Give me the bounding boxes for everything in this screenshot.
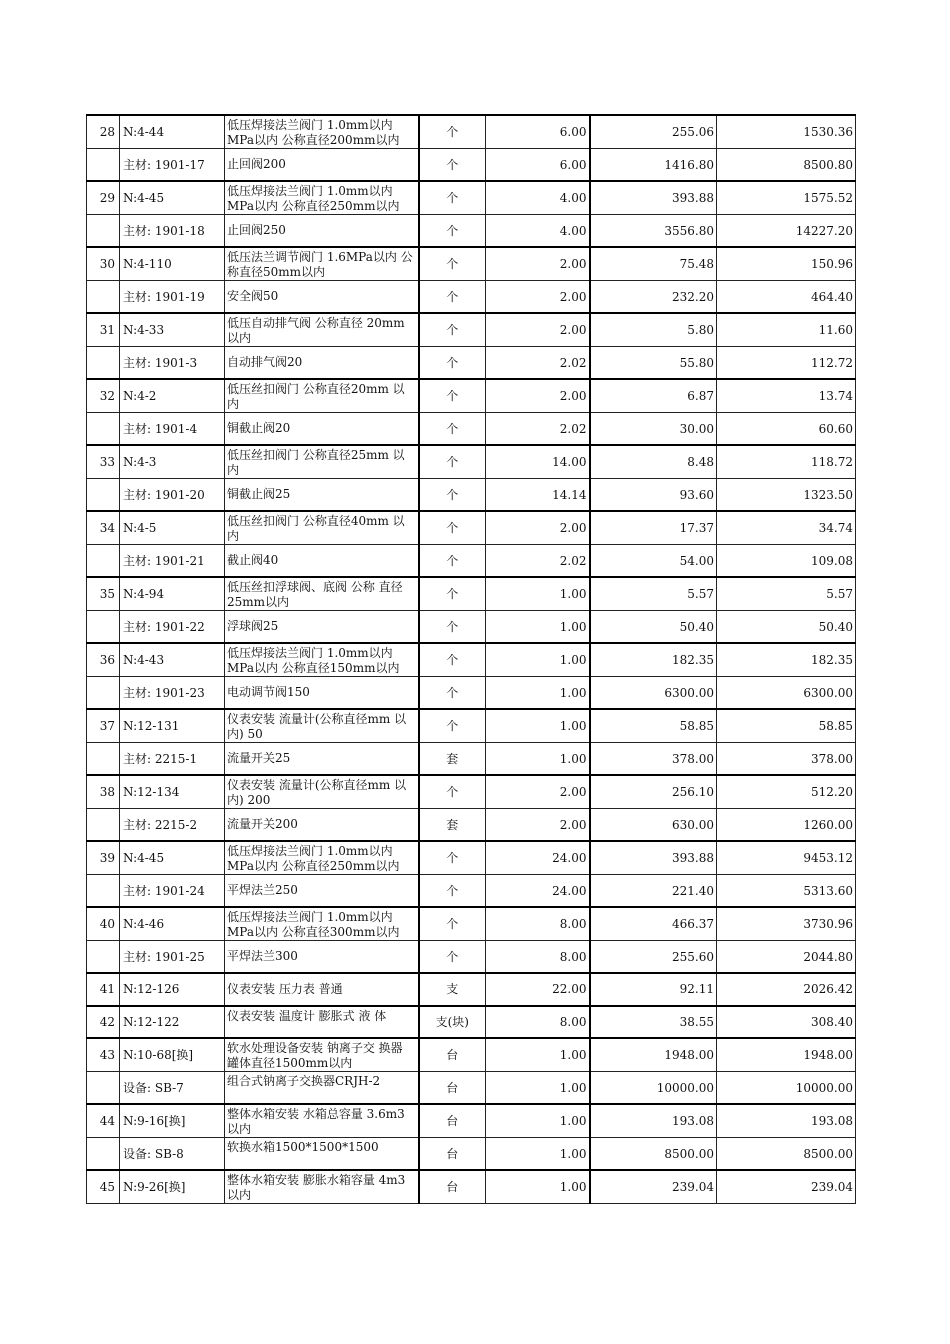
item-name-cell: 仪表安装 温度计 膨胀式 液 体 bbox=[225, 1006, 419, 1039]
item-name-cell: 仪表安装 流量计(公称直径mm 以内) 50 bbox=[225, 709, 419, 743]
code-cell: N:4-5 bbox=[120, 511, 225, 545]
code-cell: 主材: 2215-2 bbox=[120, 809, 225, 842]
item-number-cell: 45 bbox=[87, 1170, 120, 1204]
unit-price-cell: 193.08 bbox=[590, 1104, 717, 1138]
table-row bbox=[87, 479, 856, 512]
item-name-cell: 平焊法兰300 bbox=[225, 941, 419, 974]
table-row bbox=[87, 181, 856, 215]
total-cell: 9453.12 bbox=[717, 841, 856, 875]
total-cell: 512.20 bbox=[717, 775, 856, 809]
table-row bbox=[87, 743, 856, 776]
code-cell: N:10-68[换] bbox=[120, 1038, 225, 1072]
item-number-cell: 34 bbox=[87, 511, 120, 545]
item-name-cell: 低压自动排气阀 公称直径 20mm以内 bbox=[225, 313, 419, 347]
item-number-cell bbox=[87, 413, 120, 446]
table-row bbox=[87, 247, 856, 281]
unit-cell: 个 bbox=[419, 511, 486, 545]
item-name-cell: 安全阀50 bbox=[225, 281, 419, 314]
total-cell: 58.85 bbox=[717, 709, 856, 743]
code-cell: 主材: 1901-24 bbox=[120, 875, 225, 908]
unit-price-cell: 256.10 bbox=[590, 775, 717, 809]
item-name-cell: 平焊法兰250 bbox=[225, 875, 419, 908]
unit-cell: 台 bbox=[419, 1072, 486, 1105]
unit-cell: 套 bbox=[419, 743, 486, 776]
unit-price-cell: 378.00 bbox=[590, 743, 717, 776]
unit-cell: 个 bbox=[419, 379, 486, 413]
table-row bbox=[87, 775, 856, 809]
item-name-cell: 整体水箱安装 水箱总容量 3.6m3以内 bbox=[225, 1104, 419, 1138]
unit-price-cell: 50.40 bbox=[590, 611, 717, 644]
quantity-cell: 1.00 bbox=[486, 577, 590, 611]
unit-cell: 个 bbox=[419, 149, 486, 182]
quantity-cell: 1.00 bbox=[486, 1104, 590, 1138]
unit-cell: 个 bbox=[419, 907, 486, 941]
quantity-cell: 2.02 bbox=[486, 545, 590, 578]
table-row bbox=[87, 875, 856, 908]
item-number-cell: 43 bbox=[87, 1038, 120, 1072]
unit-cell: 个 bbox=[419, 347, 486, 380]
quantity-cell: 1.00 bbox=[486, 611, 590, 644]
unit-price-cell: 466.37 bbox=[590, 907, 717, 941]
item-name-cell: 自动排气阀20 bbox=[225, 347, 419, 380]
table-row bbox=[87, 1170, 856, 1204]
item-name-cell: 低压焊接法兰阀门 1.0mm以内 MPa以内 公称直径200mm以内 bbox=[225, 115, 419, 149]
table-row bbox=[87, 809, 856, 842]
total-cell: 118.72 bbox=[717, 445, 856, 479]
code-cell: 设备: SB-8 bbox=[120, 1138, 225, 1171]
item-name-cell: 流量开关200 bbox=[225, 809, 419, 842]
quantity-price-table bbox=[86, 114, 856, 1204]
code-cell: N:9-26[换] bbox=[120, 1170, 225, 1204]
quantity-cell: 1.00 bbox=[486, 643, 590, 677]
code-cell: 设备: SB-7 bbox=[120, 1072, 225, 1105]
quantity-cell: 2.00 bbox=[486, 809, 590, 842]
total-cell: 13.74 bbox=[717, 379, 856, 413]
unit-price-cell: 1948.00 bbox=[590, 1038, 717, 1072]
table-row bbox=[87, 115, 856, 149]
item-name-cell: 止回阀200 bbox=[225, 149, 419, 182]
item-number-cell: 37 bbox=[87, 709, 120, 743]
item-number-cell bbox=[87, 479, 120, 512]
item-name-cell: 低压焊接法兰阀门 1.0mm以内 MPa以内 公称直径250mm以内 bbox=[225, 841, 419, 875]
unit-cell: 台 bbox=[419, 1038, 486, 1072]
item-name-cell: 低压丝扣阀门 公称直径25mm 以内 bbox=[225, 445, 419, 479]
table-row bbox=[87, 1072, 856, 1105]
total-cell: 60.60 bbox=[717, 413, 856, 446]
item-number-cell: 36 bbox=[87, 643, 120, 677]
item-number-cell bbox=[87, 941, 120, 974]
item-number-cell: 40 bbox=[87, 907, 120, 941]
item-name-cell: 整体水箱安装 膨胀水箱容量 4m3以内 bbox=[225, 1170, 419, 1204]
item-number-cell: 31 bbox=[87, 313, 120, 347]
table-row bbox=[87, 941, 856, 974]
unit-price-cell: 54.00 bbox=[590, 545, 717, 578]
table-row bbox=[87, 611, 856, 644]
unit-cell: 支(块) bbox=[419, 1006, 486, 1039]
item-number-cell bbox=[87, 875, 120, 908]
item-number-cell: 41 bbox=[87, 973, 120, 1006]
item-name-cell: 流量开关25 bbox=[225, 743, 419, 776]
table-row bbox=[87, 1038, 856, 1072]
item-number-cell: 28 bbox=[87, 115, 120, 149]
item-number-cell bbox=[87, 149, 120, 182]
table-row bbox=[87, 379, 856, 413]
table-row bbox=[87, 643, 856, 677]
quantity-cell: 2.00 bbox=[486, 511, 590, 545]
code-cell: N:12-131 bbox=[120, 709, 225, 743]
item-number-cell: 39 bbox=[87, 841, 120, 875]
table-row bbox=[87, 973, 856, 1006]
code-cell: N:4-44 bbox=[120, 115, 225, 149]
unit-price-cell: 55.80 bbox=[590, 347, 717, 380]
item-number-cell bbox=[87, 281, 120, 314]
unit-cell: 个 bbox=[419, 875, 486, 908]
unit-price-cell: 393.88 bbox=[590, 841, 717, 875]
unit-cell: 个 bbox=[419, 281, 486, 314]
unit-price-cell: 3556.80 bbox=[590, 215, 717, 248]
total-cell: 14227.20 bbox=[717, 215, 856, 248]
unit-cell: 个 bbox=[419, 709, 486, 743]
quantity-cell: 1.00 bbox=[486, 677, 590, 710]
quantity-cell: 8.00 bbox=[486, 907, 590, 941]
code-cell: N:9-16[换] bbox=[120, 1104, 225, 1138]
table-row bbox=[87, 445, 856, 479]
total-cell: 34.74 bbox=[717, 511, 856, 545]
total-cell: 2044.80 bbox=[717, 941, 856, 974]
item-name-cell: 组合式钠离子交换器CRJH-2 bbox=[225, 1072, 419, 1105]
unit-cell: 个 bbox=[419, 775, 486, 809]
item-number-cell bbox=[87, 1072, 120, 1105]
unit-cell: 个 bbox=[419, 413, 486, 446]
unit-price-cell: 75.48 bbox=[590, 247, 717, 281]
code-cell: 主材: 1901-4 bbox=[120, 413, 225, 446]
code-cell: 主材: 1901-17 bbox=[120, 149, 225, 182]
item-number-cell: 29 bbox=[87, 181, 120, 215]
quantity-cell: 8.00 bbox=[486, 1006, 590, 1039]
item-name-cell: 铜截止阀25 bbox=[225, 479, 419, 512]
table-row bbox=[87, 347, 856, 380]
quantity-cell: 6.00 bbox=[486, 149, 590, 182]
item-name-cell: 低压法兰调节阀门 1.6MPa以内 公称直径50mm以内 bbox=[225, 247, 419, 281]
code-cell: N:4-45 bbox=[120, 181, 225, 215]
item-number-cell bbox=[87, 809, 120, 842]
code-cell: 主材: 1901-19 bbox=[120, 281, 225, 314]
unit-price-cell: 6.87 bbox=[590, 379, 717, 413]
unit-cell: 个 bbox=[419, 841, 486, 875]
quantity-cell: 2.00 bbox=[486, 247, 590, 281]
quantity-cell: 2.02 bbox=[486, 347, 590, 380]
code-cell: N:12-134 bbox=[120, 775, 225, 809]
code-cell: 主材: 2215-1 bbox=[120, 743, 225, 776]
item-name-cell: 软换水箱1500*1500*1500 bbox=[225, 1138, 419, 1171]
unit-price-cell: 255.60 bbox=[590, 941, 717, 974]
total-cell: 193.08 bbox=[717, 1104, 856, 1138]
code-cell: 主材: 1901-23 bbox=[120, 677, 225, 710]
unit-price-cell: 393.88 bbox=[590, 181, 717, 215]
total-cell: 1323.50 bbox=[717, 479, 856, 512]
code-cell: N:4-46 bbox=[120, 907, 225, 941]
unit-cell: 个 bbox=[419, 577, 486, 611]
item-name-cell: 低压丝扣浮球阀、底阀 公称 直径25mm以内 bbox=[225, 577, 419, 611]
item-name-cell: 低压焊接法兰阀门 1.0mm以内 MPa以内 公称直径250mm以内 bbox=[225, 181, 419, 215]
item-name-cell: 低压焊接法兰阀门 1.0mm以内 MPa以内 公称直径150mm以内 bbox=[225, 643, 419, 677]
unit-cell: 台 bbox=[419, 1170, 486, 1204]
code-cell: 主材: 1901-20 bbox=[120, 479, 225, 512]
item-number-cell bbox=[87, 677, 120, 710]
unit-cell: 个 bbox=[419, 941, 486, 974]
total-cell: 109.08 bbox=[717, 545, 856, 578]
total-cell: 1948.00 bbox=[717, 1038, 856, 1072]
quantity-cell: 1.00 bbox=[486, 1072, 590, 1105]
item-name-cell: 浮球阀25 bbox=[225, 611, 419, 644]
quantity-cell: 24.00 bbox=[486, 841, 590, 875]
total-cell: 5313.60 bbox=[717, 875, 856, 908]
total-cell: 464.40 bbox=[717, 281, 856, 314]
quantity-cell: 2.00 bbox=[486, 313, 590, 347]
unit-price-cell: 92.11 bbox=[590, 973, 717, 1006]
quantity-cell: 2.00 bbox=[486, 775, 590, 809]
table-row bbox=[87, 709, 856, 743]
table-row bbox=[87, 1104, 856, 1138]
quantity-cell: 2.00 bbox=[486, 379, 590, 413]
item-name-cell: 低压焊接法兰阀门 1.0mm以内 MPa以内 公称直径300mm以内 bbox=[225, 907, 419, 941]
total-cell: 8500.00 bbox=[717, 1138, 856, 1171]
unit-price-cell: 239.04 bbox=[590, 1170, 717, 1204]
item-name-cell: 仪表安装 压力表 普通 bbox=[225, 973, 419, 1006]
unit-cell: 个 bbox=[419, 115, 486, 149]
table-row bbox=[87, 577, 856, 611]
quantity-cell: 1.00 bbox=[486, 1170, 590, 1204]
total-cell: 112.72 bbox=[717, 347, 856, 380]
table-body bbox=[87, 115, 856, 1204]
unit-price-cell: 8500.00 bbox=[590, 1138, 717, 1171]
quantity-cell: 14.14 bbox=[486, 479, 590, 512]
item-number-cell: 38 bbox=[87, 775, 120, 809]
unit-cell: 个 bbox=[419, 445, 486, 479]
quantity-cell: 1.00 bbox=[486, 743, 590, 776]
total-cell: 150.96 bbox=[717, 247, 856, 281]
unit-price-cell: 8.48 bbox=[590, 445, 717, 479]
unit-cell: 个 bbox=[419, 479, 486, 512]
item-name-cell: 仪表安装 流量计(公称直径mm 以内) 200 bbox=[225, 775, 419, 809]
code-cell: N:12-126 bbox=[120, 973, 225, 1006]
total-cell: 11.60 bbox=[717, 313, 856, 347]
total-cell: 1530.36 bbox=[717, 115, 856, 149]
item-number-cell bbox=[87, 611, 120, 644]
unit-cell: 套 bbox=[419, 809, 486, 842]
unit-price-cell: 58.85 bbox=[590, 709, 717, 743]
code-cell: N:4-110 bbox=[120, 247, 225, 281]
table-row bbox=[87, 677, 856, 710]
code-cell: N:12-122 bbox=[120, 1006, 225, 1039]
unit-cell: 个 bbox=[419, 643, 486, 677]
unit-price-cell: 93.60 bbox=[590, 479, 717, 512]
unit-price-cell: 38.55 bbox=[590, 1006, 717, 1039]
code-cell: N:4-94 bbox=[120, 577, 225, 611]
total-cell: 378.00 bbox=[717, 743, 856, 776]
unit-price-cell: 221.40 bbox=[590, 875, 717, 908]
item-number-cell: 33 bbox=[87, 445, 120, 479]
unit-cell: 个 bbox=[419, 215, 486, 248]
item-number-cell: 42 bbox=[87, 1006, 120, 1039]
quantity-cell: 14.00 bbox=[486, 445, 590, 479]
unit-price-cell: 255.06 bbox=[590, 115, 717, 149]
table-row bbox=[87, 511, 856, 545]
table-row bbox=[87, 907, 856, 941]
table-row bbox=[87, 149, 856, 182]
unit-price-cell: 182.35 bbox=[590, 643, 717, 677]
unit-price-cell: 5.57 bbox=[590, 577, 717, 611]
total-cell: 10000.00 bbox=[717, 1072, 856, 1105]
table-row bbox=[87, 413, 856, 446]
unit-cell: 台 bbox=[419, 1104, 486, 1138]
total-cell: 182.35 bbox=[717, 643, 856, 677]
code-cell: 主材: 1901-25 bbox=[120, 941, 225, 974]
total-cell: 2026.42 bbox=[717, 973, 856, 1006]
code-cell: N:4-3 bbox=[120, 445, 225, 479]
code-cell: 主材: 1901-21 bbox=[120, 545, 225, 578]
item-number-cell bbox=[87, 347, 120, 380]
table-row bbox=[87, 215, 856, 248]
unit-price-cell: 17.37 bbox=[590, 511, 717, 545]
unit-cell: 个 bbox=[419, 247, 486, 281]
quantity-cell: 1.00 bbox=[486, 1138, 590, 1171]
quantity-cell: 6.00 bbox=[486, 115, 590, 149]
item-number-cell: 30 bbox=[87, 247, 120, 281]
quantity-cell: 1.00 bbox=[486, 709, 590, 743]
item-name-cell: 止回阀250 bbox=[225, 215, 419, 248]
code-cell: N:4-43 bbox=[120, 643, 225, 677]
item-number-cell bbox=[87, 545, 120, 578]
item-number-cell: 35 bbox=[87, 577, 120, 611]
table-row bbox=[87, 545, 856, 578]
total-cell: 239.04 bbox=[717, 1170, 856, 1204]
unit-cell: 个 bbox=[419, 611, 486, 644]
item-name-cell: 低压丝扣阀门 公称直径40mm 以内 bbox=[225, 511, 419, 545]
total-cell: 3730.96 bbox=[717, 907, 856, 941]
unit-cell: 支 bbox=[419, 973, 486, 1006]
total-cell: 1260.00 bbox=[717, 809, 856, 842]
table-row bbox=[87, 1006, 856, 1039]
total-cell: 308.40 bbox=[717, 1006, 856, 1039]
unit-cell: 个 bbox=[419, 677, 486, 710]
code-cell: N:4-45 bbox=[120, 841, 225, 875]
unit-cell: 台 bbox=[419, 1138, 486, 1171]
table-row bbox=[87, 841, 856, 875]
code-cell: N:4-2 bbox=[120, 379, 225, 413]
quantity-cell: 22.00 bbox=[486, 973, 590, 1006]
unit-price-cell: 1416.80 bbox=[590, 149, 717, 182]
item-name-cell: 低压丝扣阀门 公称直径20mm 以内 bbox=[225, 379, 419, 413]
total-cell: 6300.00 bbox=[717, 677, 856, 710]
unit-price-cell: 30.00 bbox=[590, 413, 717, 446]
unit-price-cell: 5.80 bbox=[590, 313, 717, 347]
unit-price-cell: 232.20 bbox=[590, 281, 717, 314]
item-name-cell: 电动调节阀150 bbox=[225, 677, 419, 710]
unit-cell: 个 bbox=[419, 545, 486, 578]
quantity-cell: 8.00 bbox=[486, 941, 590, 974]
item-name-cell: 截止阀40 bbox=[225, 545, 419, 578]
table-row bbox=[87, 281, 856, 314]
quantity-cell: 2.02 bbox=[486, 413, 590, 446]
quantity-cell: 4.00 bbox=[486, 181, 590, 215]
total-cell: 1575.52 bbox=[717, 181, 856, 215]
total-cell: 50.40 bbox=[717, 611, 856, 644]
code-cell: 主材: 1901-18 bbox=[120, 215, 225, 248]
total-cell: 5.57 bbox=[717, 577, 856, 611]
item-number-cell: 32 bbox=[87, 379, 120, 413]
unit-cell: 个 bbox=[419, 181, 486, 215]
unit-cell: 个 bbox=[419, 313, 486, 347]
unit-price-cell: 6300.00 bbox=[590, 677, 717, 710]
item-name-cell: 铜截止阀20 bbox=[225, 413, 419, 446]
unit-price-cell: 10000.00 bbox=[590, 1072, 717, 1105]
code-cell: 主材: 1901-22 bbox=[120, 611, 225, 644]
table-row bbox=[87, 1138, 856, 1171]
quantity-cell: 1.00 bbox=[486, 1038, 590, 1072]
item-number-cell bbox=[87, 1138, 120, 1171]
item-number-cell: 44 bbox=[87, 1104, 120, 1138]
unit-price-cell: 630.00 bbox=[590, 809, 717, 842]
total-cell: 8500.80 bbox=[717, 149, 856, 182]
code-cell: N:4-33 bbox=[120, 313, 225, 347]
item-number-cell bbox=[87, 215, 120, 248]
table-row bbox=[87, 313, 856, 347]
quantity-cell: 2.00 bbox=[486, 281, 590, 314]
quantity-cell: 4.00 bbox=[486, 215, 590, 248]
item-number-cell bbox=[87, 743, 120, 776]
quantity-cell: 24.00 bbox=[486, 875, 590, 908]
code-cell: 主材: 1901-3 bbox=[120, 347, 225, 380]
item-name-cell: 软水处理设备安装 钠离子交 换器 罐体直径1500mm以内 bbox=[225, 1038, 419, 1072]
